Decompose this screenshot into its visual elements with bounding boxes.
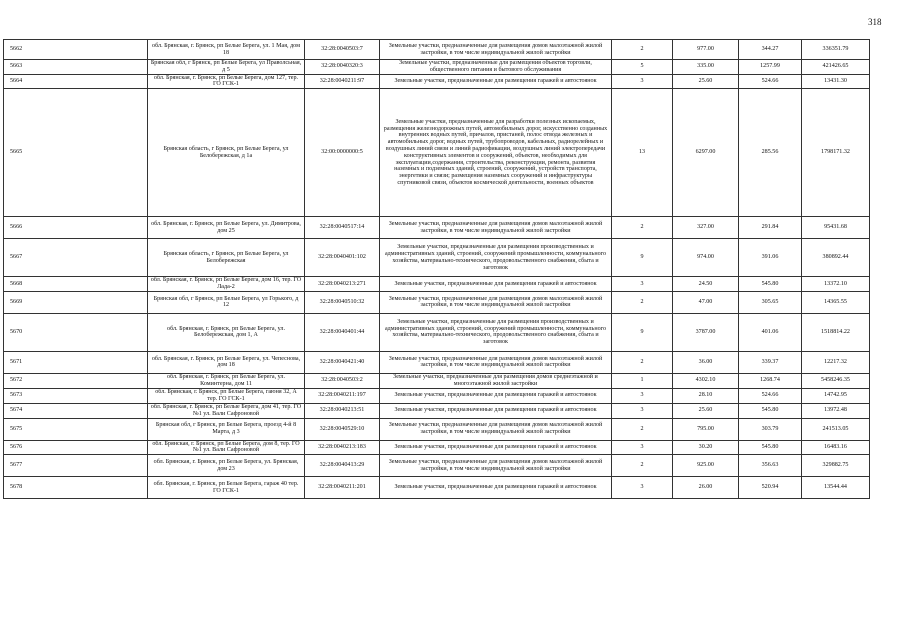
row-number-cell: 5666	[4, 217, 148, 239]
table-row	[4, 277, 870, 292]
table-row	[4, 217, 870, 239]
cadastral-number-cell: 32:00:0000000:5	[305, 89, 380, 217]
cadastral-number-cell: 32:28:0040401:44	[305, 313, 380, 351]
specific-value-cell: 305.65	[739, 291, 802, 313]
specific-value-cell: 291.84	[739, 217, 802, 239]
address-cell: обл. Брянская, г. Брянск, рп Белые Берега, ул. 1 Мая, дом 18	[148, 40, 305, 60]
cadastral-number-cell: 32:28:0040421:40	[305, 351, 380, 373]
land-use-description-cell: Земельные участки, предназначенные для размещения гаражей и автостоянок	[380, 74, 612, 89]
cadastral-value-cell: 329882.75	[802, 455, 870, 477]
area-cell: 335.00	[673, 60, 739, 75]
cadastral-value-cell: 421426.65	[802, 60, 870, 75]
group-number-cell: 9	[612, 313, 673, 351]
row-number-cell: 5676	[4, 440, 148, 455]
group-number-cell: 3	[612, 277, 673, 292]
group-number-cell: 3	[612, 403, 673, 418]
table-row	[4, 60, 870, 75]
area-cell: 25.60	[673, 403, 739, 418]
land-use-description-cell: Земельные участки, предназначенные для размещения гаражей и автостоянок	[380, 388, 612, 403]
cadastral-number-cell: 32:28:0040211:97	[305, 74, 380, 89]
specific-value-cell: 524.66	[739, 388, 802, 403]
area-cell: 925.00	[673, 455, 739, 477]
cadastral-value-cell: 95431.68	[802, 217, 870, 239]
cadastral-value-cell: 12217.32	[802, 351, 870, 373]
specific-value-cell: 545.80	[739, 403, 802, 418]
cadastral-value-cell: 336351.79	[802, 40, 870, 60]
cadastral-number-cell: 32:28:0040211:201	[305, 477, 380, 499]
cadastral-value-cell: 241513.05	[802, 418, 870, 440]
table-row	[4, 455, 870, 477]
address-cell: обл. Брянская, г. Брянск, рп Белые Берега, дом 127, тер. ГО ГСК-1	[148, 74, 305, 89]
land-use-description-cell: Земельные участки, предназначенные для размещения объектов торговли, общественного питания и бытового обслуживания	[380, 60, 612, 75]
address-cell: обл. Брянская, г. Брянск, рп Белые Берега, ул. Брянская, дом 23	[148, 455, 305, 477]
row-number-cell: 5664	[4, 74, 148, 89]
cadastral-number-cell: 32:28:0040401:102	[305, 239, 380, 277]
cadastral-number-cell: 32:28:0040413:29	[305, 455, 380, 477]
land-use-description-cell: Земельные участки, предназначенные для размещения производственных и административных зданий, строений, сооружений промышленности, коммунального хозяйства, материально-технического, продовольственного снабжения, сбыта и заготовок	[380, 239, 612, 277]
address-cell: Брянская обл, г Брянск, рп Белые Берега, ул Горького, д 12	[148, 291, 305, 313]
table-row	[4, 40, 870, 60]
cadastral-value-cell: 1798171.32	[802, 89, 870, 217]
cadastral-value-cell: 13972.48	[802, 403, 870, 418]
land-use-description-cell: Земельные участки, предназначенные для размещения гаражей и автостоянок	[380, 477, 612, 499]
table-row	[4, 388, 870, 403]
address-cell: обл. Брянская, г. Брянск, рп Белые Берега, ул. Димитрова, дом 25	[148, 217, 305, 239]
specific-value-cell: 339.37	[739, 351, 802, 373]
row-number-cell: 5669	[4, 291, 148, 313]
row-number-cell: 5671	[4, 351, 148, 373]
specific-value-cell: 285.56	[739, 89, 802, 217]
group-number-cell: 1	[612, 373, 673, 388]
table-row	[4, 89, 870, 217]
table-body	[4, 40, 870, 499]
cadastral-number-cell: 32:28:0040213:51	[305, 403, 380, 418]
cadastral-number-cell: 32:28:0040529:10	[305, 418, 380, 440]
specific-value-cell: 1268.74	[739, 373, 802, 388]
row-number-cell: 5667	[4, 239, 148, 277]
land-use-description-cell: Земельные участки, предназначенные для размещения домов среднеэтажной и многоэтажной жилой застройки	[380, 373, 612, 388]
address-cell: обл. Брянская, г. Брянск, рп Белые Берега, гаюня 32, А тер. ГО ГСК-1	[148, 388, 305, 403]
address-cell: обл. Брянская, г. Брянск, рп Белые Берега, ул. Коминтерна, дом 11	[148, 373, 305, 388]
cadastral-value-cell: 13372.10	[802, 277, 870, 292]
land-use-description-cell: Земельные участки, предназначенные для размещения домов малоэтажной жилой застройки, в том числе индивидуальной жилой застройки	[380, 291, 612, 313]
specific-value-cell: 520.94	[739, 477, 802, 499]
page-number: 318	[868, 17, 882, 27]
area-cell: 36.00	[673, 351, 739, 373]
area-cell: 795.00	[673, 418, 739, 440]
cadastral-number-cell: 32:28:0040517:14	[305, 217, 380, 239]
row-number-cell: 5663	[4, 60, 148, 75]
land-use-description-cell: Земельные участки, предназначенные для размещения домов малоэтажной жилой застройки, в том числе индивидуальной жилой застройки	[380, 40, 612, 60]
area-cell: 977.00	[673, 40, 739, 60]
cadastral-value-table	[3, 39, 870, 499]
land-use-description-cell: Земельные участки, предназначенные для размещения производственных и административных зданий, строений, сооружений промышленности, коммунального хозяйства, материально-технического, продовольственного снабжения, сбыта и заготовок	[380, 313, 612, 351]
area-cell: 974.00	[673, 239, 739, 277]
cadastral-number-cell: 32:28:0040320:3	[305, 60, 380, 75]
group-number-cell: 3	[612, 74, 673, 89]
specific-value-cell: 344.27	[739, 40, 802, 60]
address-cell: обл. Брянская, г. Брянск, рп Белые Берега, гараж 40 тер. ГО ГСК-1	[148, 477, 305, 499]
group-number-cell: 13	[612, 89, 673, 217]
row-number-cell: 5675	[4, 418, 148, 440]
row-number-cell: 5674	[4, 403, 148, 418]
table-row	[4, 351, 870, 373]
group-number-cell: 3	[612, 477, 673, 499]
group-number-cell: 5	[612, 60, 673, 75]
row-number-cell: 5665	[4, 89, 148, 217]
cadastral-value-cell: 13544.44	[802, 477, 870, 499]
row-number-cell: 5670	[4, 313, 148, 351]
cadastral-value-cell: 14365.55	[802, 291, 870, 313]
area-cell: 4302.10	[673, 373, 739, 388]
land-use-description-cell: Земельные участки, предназначенные для размещения домов малоэтажной жилой застройки, в том числе индивидуальной жилой застройки	[380, 418, 612, 440]
group-number-cell: 9	[612, 239, 673, 277]
specific-value-cell: 391.06	[739, 239, 802, 277]
cadastral-number-cell: 32:28:0040211:197	[305, 388, 380, 403]
table-row	[4, 418, 870, 440]
address-cell: Брянская обл, г Брянск, рп Белые Берега, ул Праволсьная, д 5	[148, 60, 305, 75]
land-use-description-cell: Земельные участки, предназначенные для размещения гаражей и автостоянок	[380, 277, 612, 292]
address-cell: обл. Брянская, г. Брянск, рп Белые Берега, ул. Белобережская, дом 1, А	[148, 313, 305, 351]
address-cell: обл. Брянская, г. Брянск, рп Белые Берега, ул. Чепеснова, дом 18	[148, 351, 305, 373]
specific-value-cell: 524.66	[739, 74, 802, 89]
cadastral-number-cell: 32:28:0040503:2	[305, 373, 380, 388]
land-use-description-cell: Земельные участки, предназначенные для размещения домов малоэтажной жилой застройки, в том числе индивидуальной жилой застройки	[380, 217, 612, 239]
specific-value-cell: 303.79	[739, 418, 802, 440]
cadastral-value-cell: 380892.44	[802, 239, 870, 277]
cadastral-value-cell: 16483.16	[802, 440, 870, 455]
group-number-cell: 3	[612, 440, 673, 455]
row-number-cell: 5668	[4, 277, 148, 292]
table-row	[4, 239, 870, 277]
land-use-description-cell: Земельные участки, предназначенные для размещения гаражей и автостоянок	[380, 440, 612, 455]
land-use-description-cell: Земельные участки, предназначенные для размещения домов малоэтажной жилой застройки, в том числе индивидуальной жилой застройки	[380, 455, 612, 477]
area-cell: 25.60	[673, 74, 739, 89]
specific-value-cell: 1257.99	[739, 60, 802, 75]
group-number-cell: 2	[612, 291, 673, 313]
specific-value-cell: 545.80	[739, 277, 802, 292]
row-number-cell: 5662	[4, 40, 148, 60]
table-row	[4, 373, 870, 388]
land-use-description-cell: Земельные участки, предназначенные для размещения домов малоэтажной жилой застройки, в том числе индивидуальной жилой застройки	[380, 351, 612, 373]
address-cell: Брянская область, г Брянск, рп Белые Берега, ул Белобережская	[148, 239, 305, 277]
address-cell: обл. Брянская, г. Брянск, рп Белые Берега, дом 16, тер. ГО Лада-2	[148, 277, 305, 292]
cadastral-number-cell: 32:28:0040503:7	[305, 40, 380, 60]
table-row	[4, 313, 870, 351]
cadastral-value-cell: 13431.30	[802, 74, 870, 89]
area-cell: 28.10	[673, 388, 739, 403]
row-number-cell: 5672	[4, 373, 148, 388]
row-number-cell: 5673	[4, 388, 148, 403]
table-row	[4, 477, 870, 499]
land-use-description-cell: Земельные участки, предназначенные для размещения гаражей и автостоянок	[380, 403, 612, 418]
group-number-cell: 3	[612, 388, 673, 403]
row-number-cell: 5678	[4, 477, 148, 499]
group-number-cell: 2	[612, 40, 673, 60]
specific-value-cell: 545.80	[739, 440, 802, 455]
cadastral-value-cell: 1518814.22	[802, 313, 870, 351]
specific-value-cell: 356.63	[739, 455, 802, 477]
cadastral-value-cell: 5458246.35	[802, 373, 870, 388]
area-cell: 6297.00	[673, 89, 739, 217]
table-row	[4, 403, 870, 418]
cadastral-number-cell: 32:28:0040213:271	[305, 277, 380, 292]
area-cell: 24.50	[673, 277, 739, 292]
area-cell: 26.00	[673, 477, 739, 499]
address-cell: обл. Брянская, г. Брянск, рп Белые Берега, дом 8, тер. ГО №1 ул. Вали Сафроновой	[148, 440, 305, 455]
cadastral-value-cell: 14742.95	[802, 388, 870, 403]
table-row	[4, 440, 870, 455]
group-number-cell: 2	[612, 455, 673, 477]
table-row	[4, 74, 870, 89]
group-number-cell: 2	[612, 418, 673, 440]
land-use-description-cell: Земельные участки, предназначенные для разработки полезных ископаемых, размещения железнодорожных путей, автомобильных дорог, искусственно созданных внутренних водных путей, причалов, пристаней, полос отвода железных и автомобильных дорог, водных путей, трубопроводов, кабельных, радиорелейных и воздушных линий связи и линий радиофикации, воздушных линий электропередачи конструктивных элементов и сооружений, объектов, необходимых для эксплуатации,содержания, строительства, реконструкции, ремонта, развития наземных и подземных зданий, строений, сооружений, устройств транспорта, энергетики и связи; размещения наземных сооружений и инфраструктуры спутниковой связи, объектов космической деятельности, военных объектов	[380, 89, 612, 217]
address-cell: Брянская обл, г Брянск, рп Белые Берега, проезд 4-й 8 Марта, д 3	[148, 418, 305, 440]
area-cell: 30.20	[673, 440, 739, 455]
area-cell: 47.00	[673, 291, 739, 313]
table-row	[4, 291, 870, 313]
row-number-cell: 5677	[4, 455, 148, 477]
area-cell: 3787.00	[673, 313, 739, 351]
cadastral-number-cell: 32:28:0040213:183	[305, 440, 380, 455]
area-cell: 327.00	[673, 217, 739, 239]
cadastral-number-cell: 32:28:0040510:32	[305, 291, 380, 313]
specific-value-cell: 401.06	[739, 313, 802, 351]
group-number-cell: 2	[612, 217, 673, 239]
address-cell: Брянская область, г Брянск, рп Белые Берега, ул Белобережская, д 1а	[148, 89, 305, 217]
group-number-cell: 2	[612, 351, 673, 373]
address-cell: обл. Брянская, г. Брянск, рп Белые Берега, дом 41, тер. ГО №1 ул. Вали Сафроновой	[148, 403, 305, 418]
